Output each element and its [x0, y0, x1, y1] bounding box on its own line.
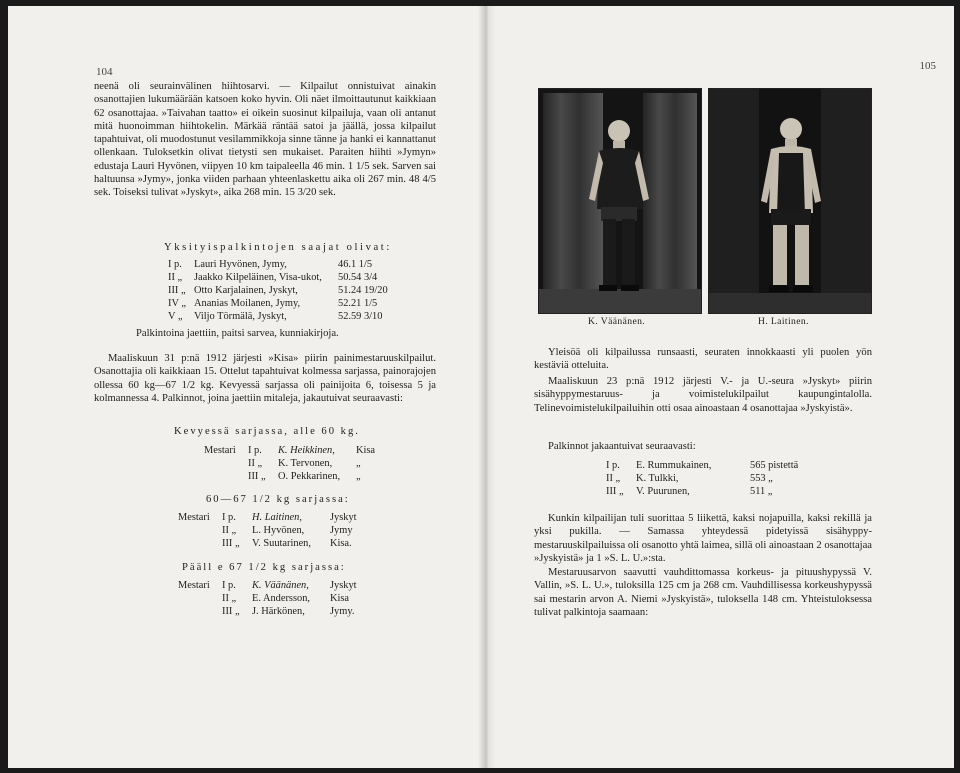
photo-laitinen: [708, 88, 872, 314]
table-row: IV „ Ananias Moilanen, Jymy, 52.21 1/5: [168, 298, 378, 309]
left-page: [8, 6, 486, 768]
gym-results-table: [606, 459, 802, 498]
page-number-right: 105: [919, 60, 936, 72]
table-row: I p. E. Rummukainen, 565 pistettä: [606, 460, 799, 471]
wrestling-paragraph: Maaliskuun 31 p:nä 1912 järjesti »Kisa» piirin painimestaruuskilpailut. Osanottajia oli kaikkiaan 15. Ottelut tapahtuivat kolmessa sarjassa, painorajojen ollessa 60 kg—67 1/2 kg. Kevyessä sarjassa oli painijoita 6, toisessa 5 ja kolmannessa 4. Palkinnot, joina jaettiin mitaleja, jakautuivat seuraavasti:: [94, 353, 436, 404]
class-table-light: [204, 444, 379, 483]
table-row: V „ Viljo Törmälä, Jyskyt, 52.59 3/10: [168, 311, 383, 322]
table-row: II „ Jaakko Kilpeläinen, Visa-ukot, 50.54 3/4: [168, 272, 378, 283]
table-row: II „ E. Andersson, Kisa: [222, 593, 350, 604]
caption-laitinen: H. Laitinen.: [758, 316, 809, 327]
wrestler-photo-1: [539, 89, 701, 313]
ski-results-heading: Yksityispalkintojen saajat olivat:: [164, 242, 392, 253]
photo-vaananen: [538, 88, 702, 314]
ski-results-table: [168, 258, 392, 323]
class-heading-light: Kevyessä sarjassa, alle 60 kg.: [174, 426, 360, 437]
table-row: III „ Otto Karjalainen, Jyskyt, 51.24 19/20: [168, 285, 388, 296]
table-row: Mestari I p. K. Väänänen, Jyskyt: [178, 580, 357, 591]
right-para-2: Maaliskuun 23 p:nä 1912 järjesti V.- ja U.-seura »Jyskyt» piirin sisähyppymestaruus- ja voimistelukilpailut kaupungintalolla. Telinevoimistelukilpailuihin otti osaa ainoastaan 4 osanottajaa »Jyskyistä».: [534, 376, 872, 414]
prizes-note: Palkintoina jaettiin, paitsi sarvea, kunniakirjoja.: [136, 328, 339, 339]
class-table-heavy: [178, 579, 361, 618]
table-row: I p. Lauri Hyvönen, Jymy, 46.1 1/5: [168, 259, 373, 270]
table-row: III „ V. Suutarinen, Kisa.: [222, 538, 352, 549]
table-row: II „ K. Tulkki, 553 „: [606, 473, 773, 484]
table-row: III „ O. Pekkarinen, „: [248, 471, 361, 482]
class-table-middle: [178, 511, 361, 550]
right-para-4: Mestaruusarvon saavutti vauhdittomassa korkeus- ja pituushypyssä V. Vallin, »S. L. U.», tuloksilla 125 cm ja 268 cm. Vauhdillisessa korkeushypyssä sai mestarin arvon A. Niemi »Jyskyistä», tuloksella 148 cm. Yhteistuloksessa tulivat palkintoja saamaan:: [534, 567, 872, 618]
table-row: II „ K. Tervonen, „: [248, 458, 361, 469]
table-row: II „ L. Hyvönen, Jymy: [222, 525, 353, 536]
table-row: III „ J. Härkönen, Jymy.: [222, 606, 355, 617]
page-number-left: 104: [96, 66, 113, 78]
wrestler-photo-2: [709, 89, 871, 313]
class-heading-middle: 60—67 1/2 kg sarjassa:: [206, 494, 350, 505]
right-para-3: Kunkin kilpailijan tuli suorittaa 5 liikettä, kaksi nojapuilla, kaksi rekillä ja yksi pukilla. — Samassa yhteydessä pidetyissä sisähyppy-mestaruuskilpailuissa oli osanotto yhtä laimea, sillä oli ainoastaan 2 osanottajaa »Jyskyistä» ja 1 »S. L. U.»:sta.: [534, 513, 872, 564]
right-page: [486, 6, 954, 768]
gym-prizes-heading: Palkinnot jakaantuivat seuraavasti:: [548, 441, 696, 452]
right-para-1: Yleisöä oli kilpailussa runsaasti, seuraten innokkaasti yli puolen yön kestäviä otteluita.: [534, 347, 872, 372]
table-row: Mestari I p. K. Heikkinen, Kisa: [204, 445, 376, 456]
caption-vaananen: K. Väänänen.: [588, 316, 646, 327]
table-row: Mestari I p. H. Laitinen, Jyskyt: [178, 512, 357, 523]
intro-paragraph: neenä oli seurainvälinen hiihtosarvi. — Kilpailut onnistuivat ainakin osanottajien lukumäärään katsoen koko hyvin. Oli näet ilmoittautunut kaikkiaan 62 osanottajaa. »Taivahan taatto» ei oikein suosinut kilpailuja, vaan oli antanut mitä huonoimman hiihtokelin. Märkää räntää satoi ja jäällä, jossa kilpailut tapahtuivat, oli muodostunut vesilammikkoja sinne tänne ja hanki ei kannattanut ollenkaan. Tuloksetkin olivat tietysti sen mukaiset. Paraiten hiihti »Jymyn» edustaja Lauri Hyvönen, viipyen 10 km taipaleella 46 min. 1 1/5 sek. Sarven sai haltuunsa »Jymy», jonka viiden parhaan yhteenlaskettu aika oli 267 min. 48 4/5 sek. Toiseksi tulivat »Jyskyt», aika 268 min. 15 3/20 sek.: [94, 81, 436, 199]
class-heading-heavy: Pääll e 67 1/2 kg sarjassa:: [182, 562, 346, 573]
table-row: III „ V. Puurunen, 511 „: [606, 486, 773, 497]
